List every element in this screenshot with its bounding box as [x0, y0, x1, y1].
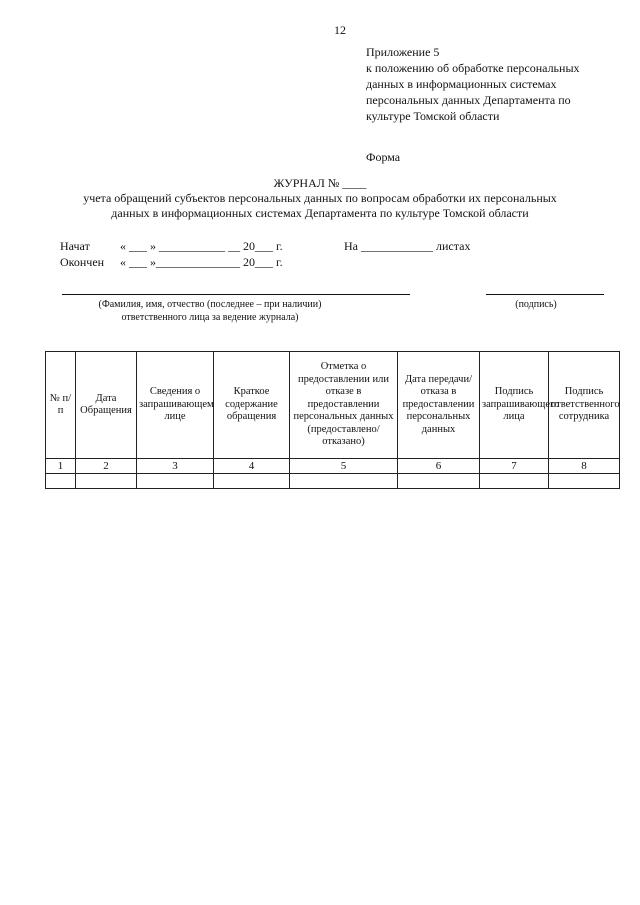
column-header: № п/п: [46, 352, 76, 459]
column-header: Подпись ответственного сотрудника: [549, 352, 620, 459]
column-number: 5: [290, 459, 398, 474]
column-number: 7: [480, 459, 549, 474]
fio-caption: [60, 298, 360, 324]
table-cell: [137, 474, 214, 489]
column-number: 4: [214, 459, 290, 474]
started-label: Начат: [60, 239, 90, 253]
table-cell: [214, 474, 290, 489]
column-number: 1: [46, 459, 76, 474]
column-header: Подпись запрашивающего лица: [480, 352, 549, 459]
column-number: 3: [137, 459, 214, 474]
journal-subtitle: учета обращений субъектов персональных данных по вопросам обработки их персональных: [83, 191, 557, 205]
appendix-line: к положению об обработке персональных: [366, 61, 580, 75]
column-header: Отметка о предоставлении или отказе в предоставлении персональных данных (предоставлено/отказано): [290, 352, 398, 459]
column-number: 2: [76, 459, 137, 474]
table-cell: [290, 474, 398, 489]
column-number: 6: [398, 459, 480, 474]
column-header: Сведения о запрашивающем лице: [137, 352, 214, 459]
column-header: Дата Обращения: [76, 352, 137, 459]
appendix-line: персональных данных Департамента по: [366, 93, 571, 107]
fio-line: [62, 294, 410, 295]
journal-table: [45, 351, 620, 489]
table-cell: [549, 474, 620, 489]
form-label: Форма: [366, 150, 401, 164]
appendix-line: культуре Томской области: [366, 109, 500, 123]
table-cell: [76, 474, 137, 489]
started-date: « ___ » ___________ __ 20___ г.: [120, 239, 283, 253]
column-header: Краткое содержание обращения: [214, 352, 290, 459]
table-header-row: [46, 352, 620, 459]
fio-caption-line: (Фамилия, имя, отчество (последнее – при наличии): [98, 299, 322, 310]
ended-label: Окончен: [60, 255, 105, 269]
fio-caption-line: ответственного лица за ведение журнала): [121, 312, 299, 323]
signature-line: [486, 294, 604, 295]
appendix-note: [366, 44, 626, 124]
table-cell: [46, 474, 76, 489]
journal-title: ЖУРНАЛ № ____: [273, 176, 367, 190]
table-row: [46, 474, 620, 489]
ended-date: « ___ »______________ 20___ г.: [120, 255, 283, 269]
sheets-count: На ____________ листах: [344, 239, 471, 253]
column-number: 8: [549, 459, 620, 474]
signature-caption: (подпись): [515, 299, 557, 310]
journal-heading: [0, 176, 640, 221]
journal-subtitle: данных в информационных системах Департамента по культуре Томской области: [111, 206, 529, 220]
column-number-row: [46, 459, 620, 474]
appendix-line: данных в информационных системах: [366, 77, 557, 91]
column-header: Дата передачи/отказа в предоставлении персональных данных: [398, 352, 480, 459]
page-number: 12: [334, 23, 346, 37]
appendix-line: Приложение 5: [366, 45, 440, 59]
table-cell: [398, 474, 480, 489]
table-cell: [480, 474, 549, 489]
